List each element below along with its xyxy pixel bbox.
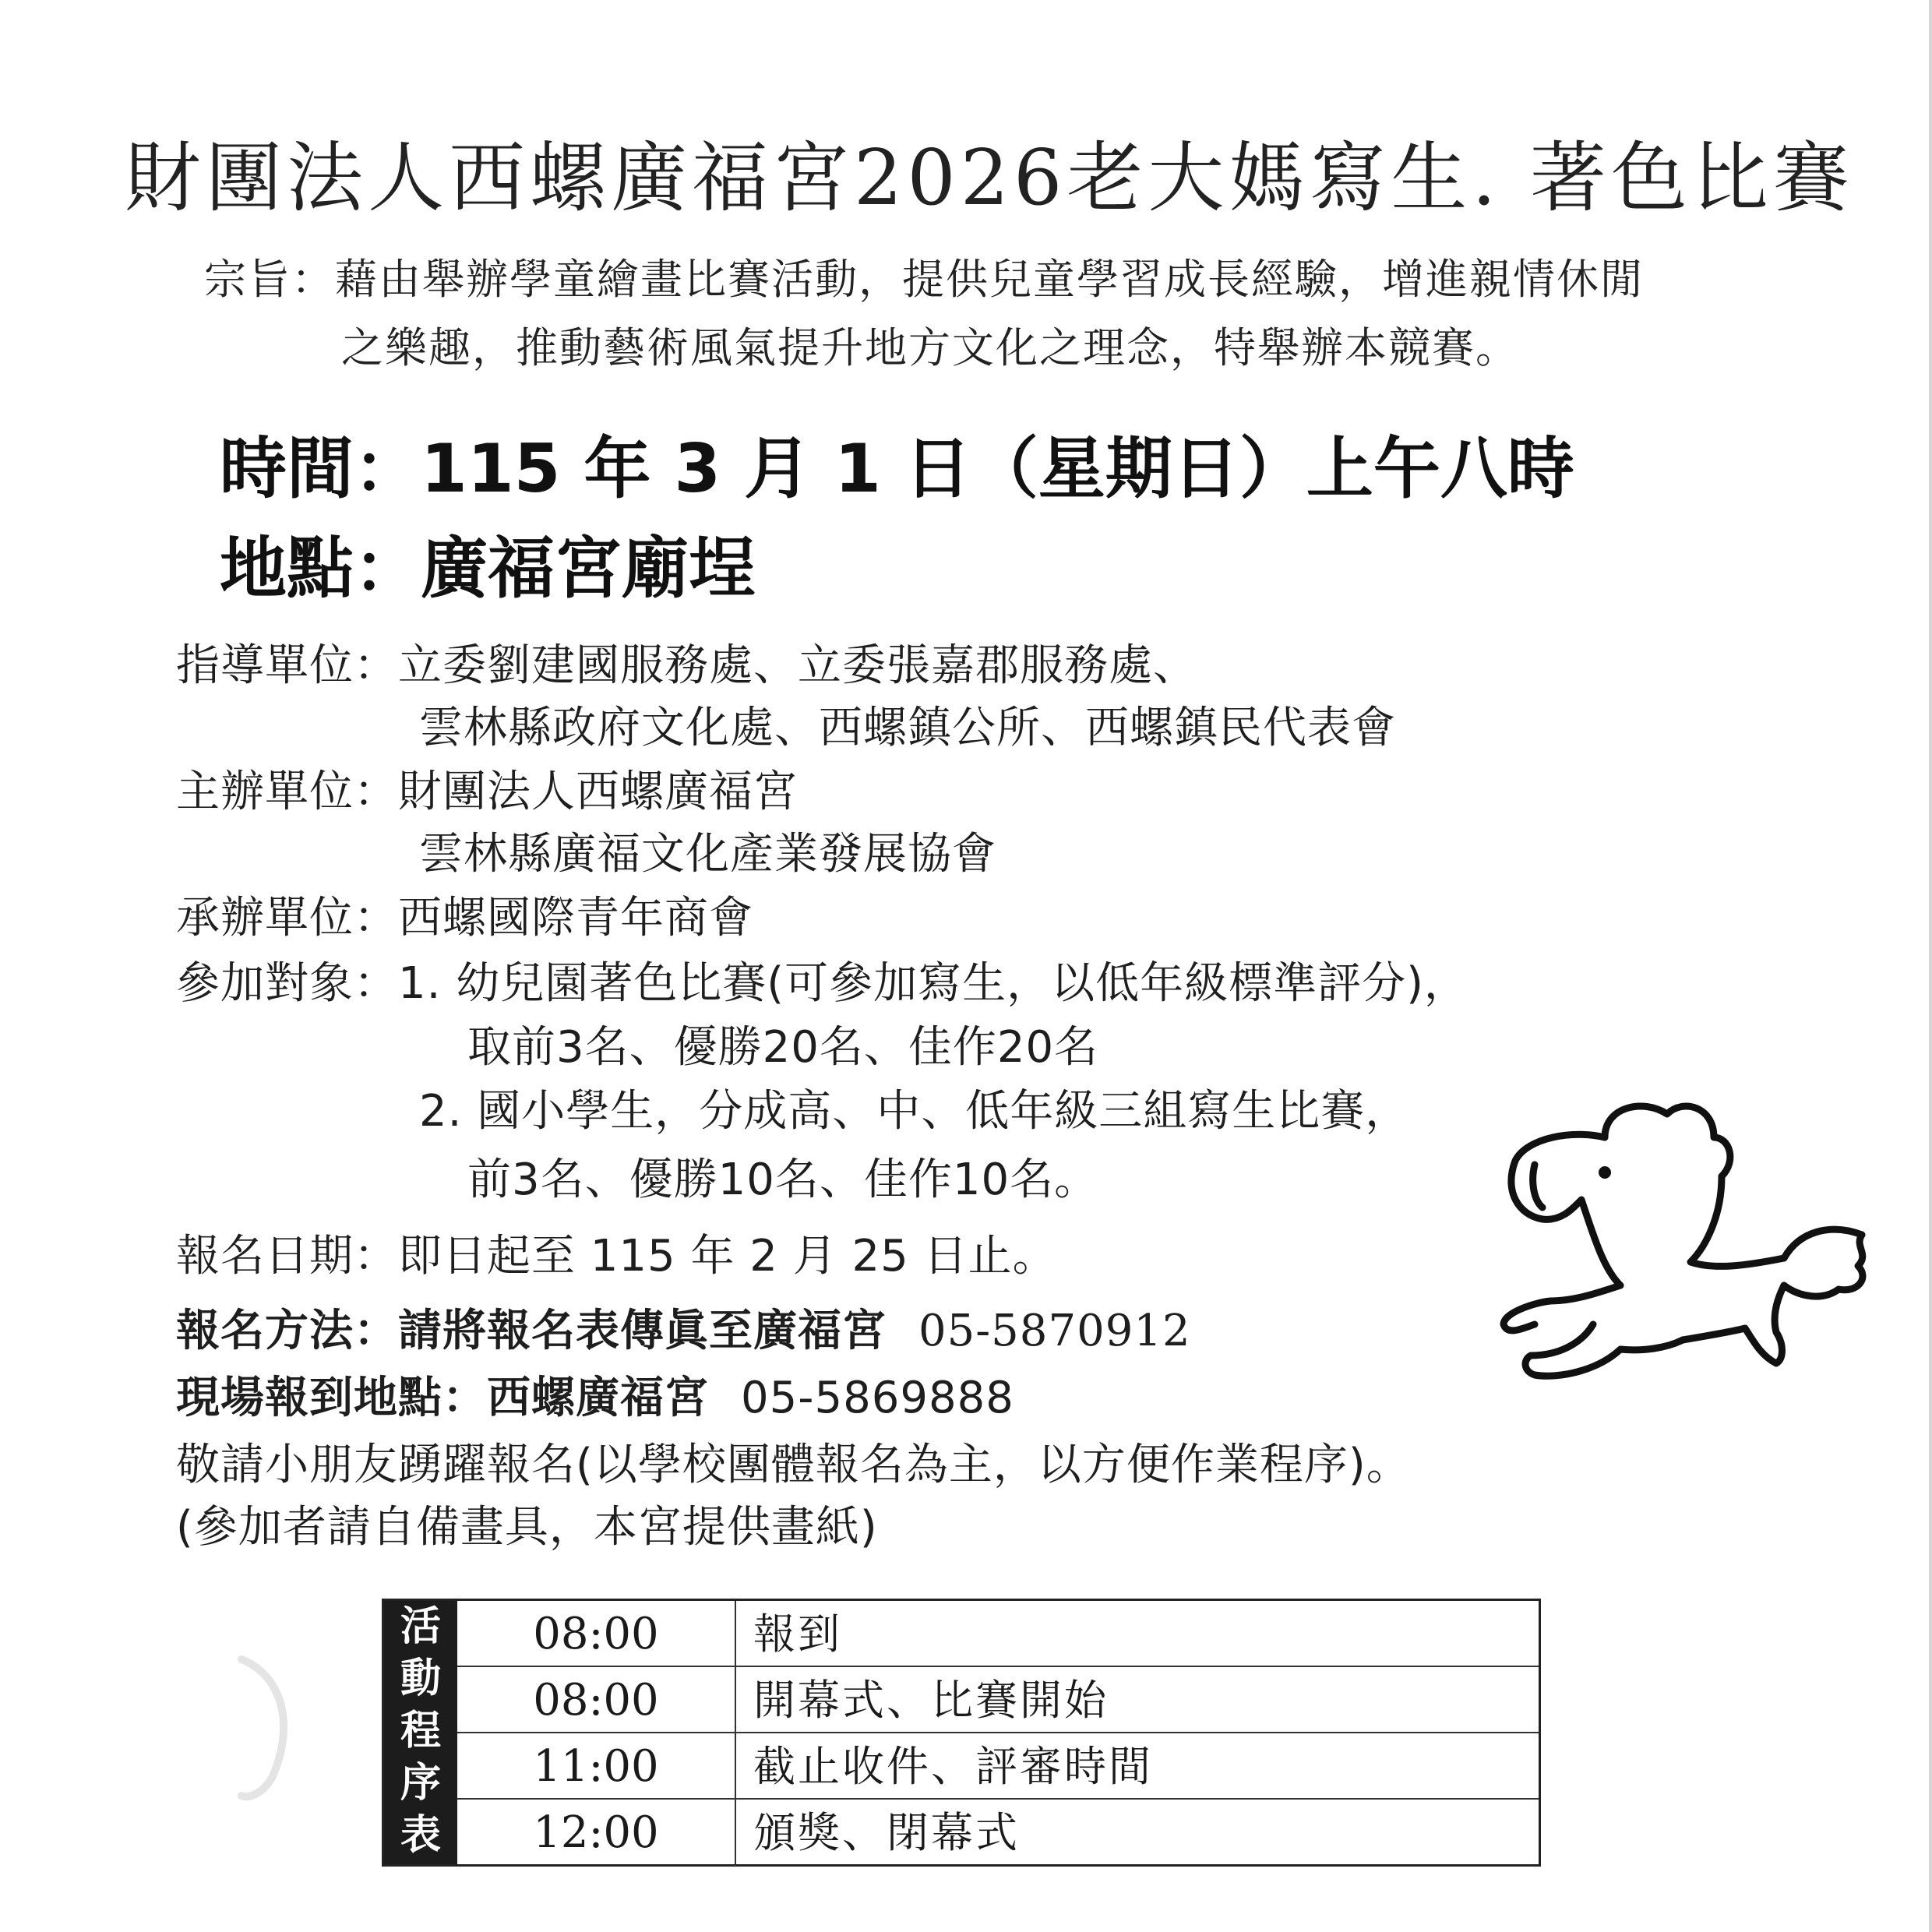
schedule-header-char: 序 [400,1760,441,1807]
note-encourage: 敬請小朋友踴躍報名(以學校團體報名為主，以方便作業程序)。 [176,1440,1411,1490]
organizer-label: 主辦單位： [176,767,398,817]
note-supplies: (參加者請自備畫具，本宮提供畫紙) [176,1502,878,1553]
registration-fax-number: 05-5870912 [918,1306,1191,1356]
guidance-label: 指導單位： [176,640,398,691]
schedule-row [457,1667,1539,1733]
registration-method-value: 請將報名表傳眞至廣福宮 [398,1306,887,1356]
executor-label: 承辦單位： [176,893,398,943]
organizer-row [176,757,798,820]
participants-item-1-prize: 取前3名、優勝20名、佳作20名 [467,1022,1099,1073]
event-time-label: 時間： [220,430,421,508]
participants-label: 參加對象： [176,958,398,1009]
event-place [220,514,756,611]
registration-method-label: 報名方法： [176,1306,398,1356]
participants-item-2: 2. 國小學生，分成高、中、低年級三組寫生比賽， [419,1086,1410,1137]
schedule-row [457,1733,1539,1800]
checkin-phone-number: 05-5869888 [741,1373,1014,1423]
event-place-label: 地點： [220,530,421,608]
registration-date-row [176,1222,1057,1284]
schedule-time: 12:00 [457,1800,736,1866]
guidance-line-2: 雲林縣政府文化處、西螺鎮公所、西螺鎮民代表會 [419,703,1396,753]
schedule-time: 11:00 [457,1733,736,1798]
registration-method-row [176,1296,1191,1359]
schedule-row [457,1601,1539,1667]
schedule-header [384,1601,457,1864]
horse-illustration-icon [1488,1091,1885,1457]
participants-item-1: 1. 幼兒園著色比賽(可參加寫生，以低年級標準評分)， [398,958,1468,1009]
purpose-line-1: 宗旨：藉由舉辦學童繪畫比賽活動，提供兒童學習成長經驗，增進親情休閒 [204,255,1644,304]
participants-row [176,949,1468,1011]
page-title: 財團法人西螺廣福宮2026老大媽寫生. 著色比賽 [125,134,1854,223]
checkin-value: 西螺廣福宮 [487,1373,709,1423]
schedule-event: 開幕式、比賽開始 [753,1676,1109,1725]
checkin-row [176,1363,1014,1426]
guidance-row [176,631,1197,693]
registration-date-value: 即日起至 115 年 2 月 25 日止。 [398,1231,1057,1282]
checkin-label: 現場報到地點： [176,1373,487,1423]
schedule-header-char: 表 [400,1812,441,1859]
executor-row [176,883,753,946]
purpose-line-2: 之樂趣，推動藝術風氣提升地方文化之理念，特舉辦本競賽。 [341,323,1519,372]
organizer-line-1: 財團法人西螺廣福宮 [398,767,798,817]
schedule-time: 08:00 [457,1667,736,1732]
scan-edge [1929,0,1932,1932]
participants-item-2-prize: 前3名、優勝10名、佳作10名。 [467,1155,1099,1205]
schedule-row [457,1800,1539,1866]
schedule-event: 截止收件、評審時間 [753,1742,1153,1791]
schedule-table [382,1599,1541,1867]
event-time-value: 115 年 3 月 1 日（星期日）上午八時 [421,430,1574,508]
schedule-event: 頒獎、閉幕式 [753,1808,1020,1857]
scan-smudge-decoration [210,1652,335,1807]
event-time [220,414,1574,511]
guidance-line-1: 立委劉建國服務處、立委張嘉郡服務處、 [398,640,1197,691]
schedule-header-char: 活 [400,1603,441,1650]
schedule-event: 報到 [753,1609,842,1659]
organizer-line-2: 雲林縣廣福文化產業發展協會 [419,829,996,880]
executor-line-1: 西螺國際青年商會 [398,893,753,943]
schedule-time: 08:00 [457,1601,736,1666]
schedule-header-char: 程 [400,1708,441,1754]
registration-date-label: 報名日期： [176,1231,398,1282]
event-place-value: 廣福宮廟埕 [421,530,756,608]
schedule-header-char: 動 [400,1655,441,1702]
